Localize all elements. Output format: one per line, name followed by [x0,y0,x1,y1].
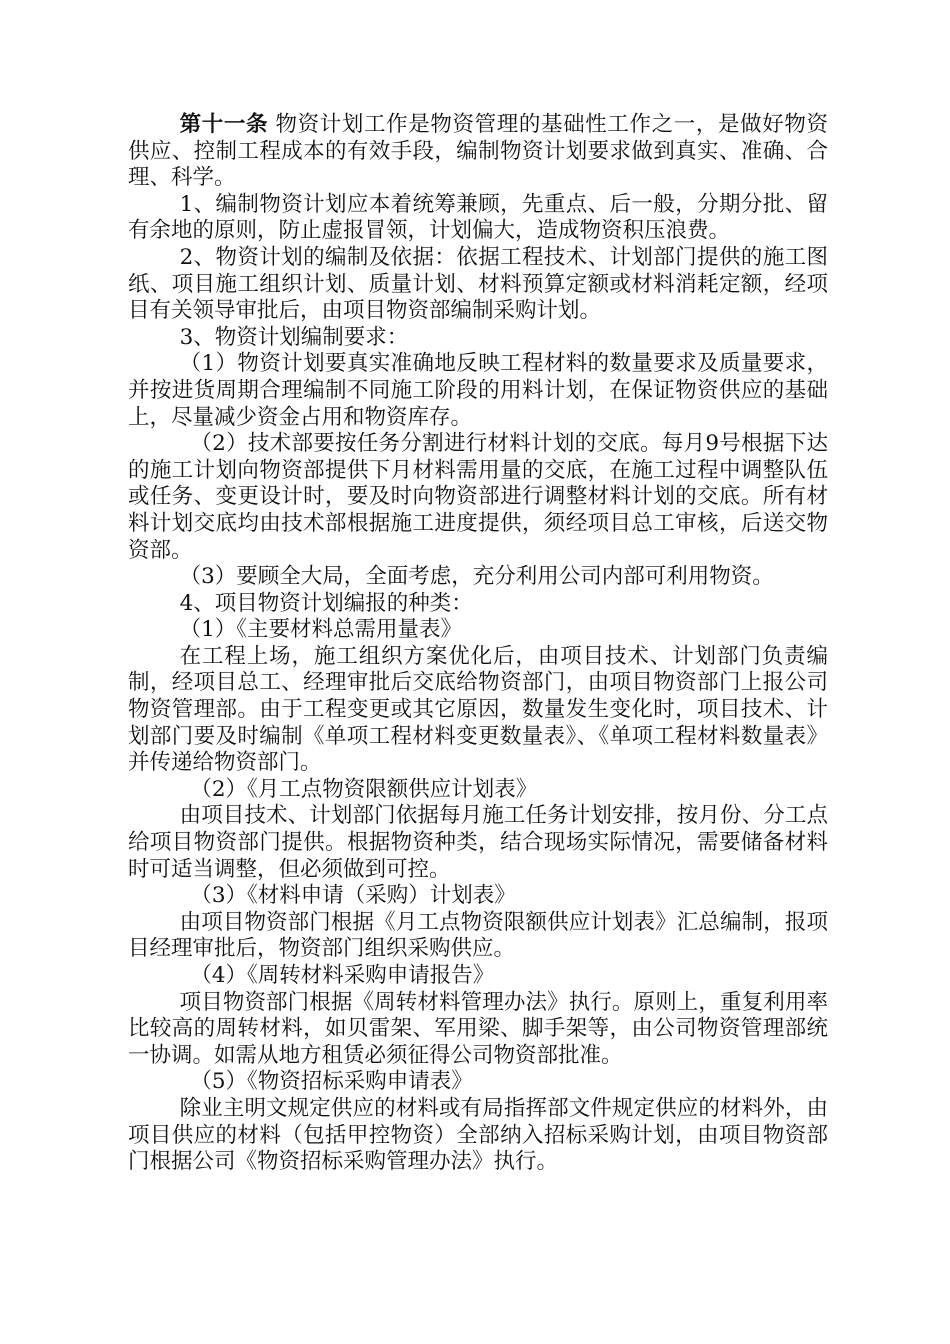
list-body-5: 除业主明文规定供应的材料或有局指挥部文件规定供应的材料外，由项目供应的材料（包括甲控物资）全部纳入招标采购计划，由项目物资部门根据公司《物资招标采购管理办法》执行。 [128,1095,828,1175]
document-page [128,112,828,1176]
paragraph-item-4: 4、项目物资计划编报的种类： [179,590,473,616]
list-heading-1: （1）《主要材料总需用量表》 [179,617,463,643]
list-heading-2: （2）《月工点物资限额供应计划表》 [190,776,538,802]
article-intro [128,112,828,192]
paragraph-item-3: 3、物资计划编制要求： [179,324,409,350]
paragraph-sub-3: （3）要顾全大局，全面考虑，充分利用公司内部可利用物资。 [179,564,774,590]
article-intro-text: 物资计划工作是物资管理的基础性工作之一，是做好物资供应、控制工程成本的有效手段，编制物资计划要求做到真实、准确、合理、科学。 [128,112,828,191]
article-number: 第十一条 [179,112,269,137]
list-heading-4: （4）《周转材料采购申请报告》 [190,963,495,988]
paragraph-sub-2: （2）技术部要按任务分割进行材料计划的交底。每月9号根据下达的施工计划向物资部提供下月材料需用量的交底，在施工过程中调整队伍或任务、变更设计时，要及时向物资部进行调整材料计划的交底。所有材料计划交底均由技术部根据施工进度提供，须经项目总工审核，后送交物资部。 [128,431,828,563]
list-body-3: 由项目物资部门根据《月工点物资限额供应计划表》汇总编制，报项目经理审批后，物资部门组织采购供应。 [128,909,828,962]
list-heading-5: （5）《物资招标采购申请表》 [190,1069,473,1095]
paragraph-item-2: 2、物资计划的编制及依据：依据工程技术、计划部门提供的施工图纸、项目施工组织计划、质量计划、材料预算定额或材料消耗定额，经项目有关领导审批后，由项目物资部编制采购计划。 [128,244,828,324]
list-body-1: 在工程上场，施工组织方案优化后，由项目技术、计划部门负责编制，经项目总工、经理审批后交底给物资部门，由项目物资部门上报公司物资管理部。由于工程变更或其它原因，数量发生变化时，项目技术、计划部门要及时编制《单项工程材料变更数量表》、《单项工程材料数量表》并传递给物资部门。 [128,643,828,776]
paragraph-item-1: 1、编制物资计划应本着统筹兼顾，先重点、后一般，分期分批、留有余地的原则，防止虚报冒领，计划偏大，造成物资积压浪费。 [128,191,828,244]
list-body-4: 项目物资部门根据《周转材料管理办法》执行。原则上，重复利用率比较高的周转材料，如贝雷架、军用梁、脚手架等，由公司物资管理部统一协调。如需从地方租赁必须征得公司物资部批准。 [128,989,828,1068]
paragraph-sub-1: （1）物资计划要真实准确地反映工程材料的数量要求及质量要求，并按进货周期合理编制不同施工阶段的用料计划，在保证物资供应的基础上，尽量减少资金占用和物资库存。 [128,351,828,430]
list-heading-3: （3）《材料申请（采购）计划表》 [190,883,516,909]
list-body-2: 由项目技术、计划部门依据每月施工任务计划安排，按月份、分工点给项目物资部门提供。根据物资种类，结合现场实际情况，需要储备材料时可适当调整，但必须做到可控。 [128,803,828,882]
